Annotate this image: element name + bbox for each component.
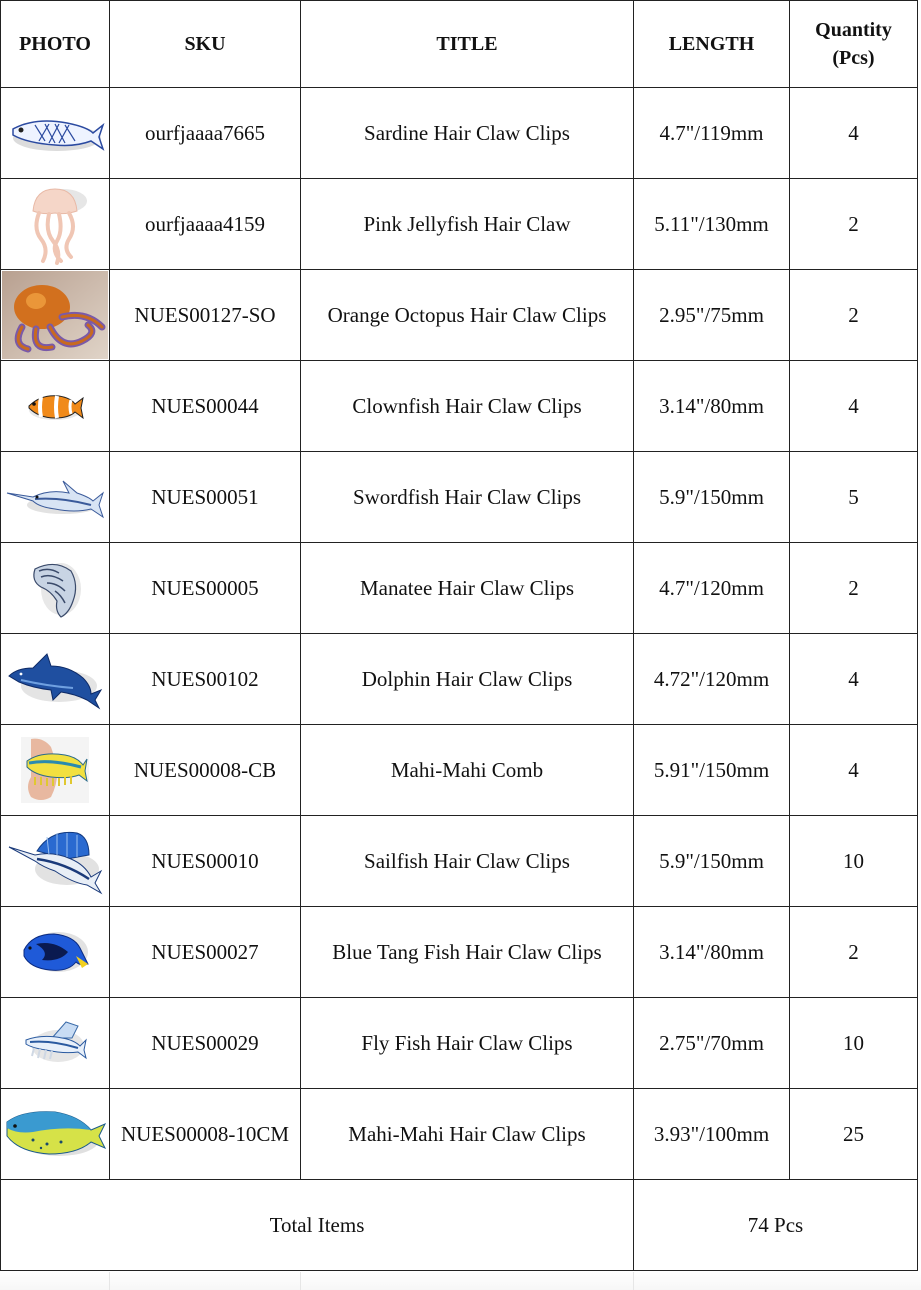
sku-cell: NUES00029 bbox=[110, 998, 301, 1089]
sku-cell: NUES00010 bbox=[110, 816, 301, 907]
title-cell: Mahi-Mahi Hair Claw Clips bbox=[301, 1089, 634, 1180]
quantity-cell: 4 bbox=[790, 361, 918, 452]
quantity-cell: 10 bbox=[790, 816, 918, 907]
photo-cell bbox=[1, 816, 110, 907]
length-cell: 5.9"/150mm bbox=[634, 816, 790, 907]
table-row bbox=[1, 179, 918, 270]
length-cell: 5.11"/130mm bbox=[634, 179, 790, 270]
bottom-divider bbox=[109, 1272, 110, 1290]
sku-cell: ourfjaaaa7665 bbox=[110, 88, 301, 179]
table-row bbox=[1, 1089, 918, 1180]
quantity-cell: 25 bbox=[790, 1089, 918, 1180]
title-cell: Fly Fish Hair Claw Clips bbox=[301, 998, 634, 1089]
sailfish-icon bbox=[7, 825, 103, 897]
quantity-cell: 4 bbox=[790, 725, 918, 816]
bottom-divider bbox=[633, 1272, 634, 1290]
table-row bbox=[1, 361, 918, 452]
photo-cell bbox=[1, 998, 110, 1089]
title-cell: Mahi-Mahi Comb bbox=[301, 725, 634, 816]
total-label: Total Items bbox=[1, 1180, 634, 1271]
table-row bbox=[1, 452, 918, 543]
sku-cell: NUES00051 bbox=[110, 452, 301, 543]
quantity-cell: 4 bbox=[790, 88, 918, 179]
title-cell: Swordfish Hair Claw Clips bbox=[301, 452, 634, 543]
title-cell: Blue Tang Fish Hair Claw Clips bbox=[301, 907, 634, 998]
sku-cell: NUES00005 bbox=[110, 543, 301, 634]
length-cell: 4.7"/119mm bbox=[634, 88, 790, 179]
jellyfish-icon bbox=[5, 183, 105, 265]
sku-cell: NUES00027 bbox=[110, 907, 301, 998]
quantity-cell: 2 bbox=[790, 543, 918, 634]
sku-cell: NUES00008-10CM bbox=[110, 1089, 301, 1180]
length-cell: 2.75"/70mm bbox=[634, 998, 790, 1089]
quantity-cell: 10 bbox=[790, 998, 918, 1089]
table-row bbox=[1, 270, 918, 361]
table-row bbox=[1, 816, 918, 907]
table-row bbox=[1, 998, 918, 1089]
sku-cell: NUES00008-CB bbox=[110, 725, 301, 816]
title-cell: Dolphin Hair Claw Clips bbox=[301, 634, 634, 725]
sku-cell: NUES00102 bbox=[110, 634, 301, 725]
photo-cell bbox=[1, 179, 110, 270]
header-photo: PHOTO bbox=[1, 1, 110, 88]
length-cell: 5.9"/150mm bbox=[634, 452, 790, 543]
title-cell: Clownfish Hair Claw Clips bbox=[301, 361, 634, 452]
length-cell: 4.72"/120mm bbox=[634, 634, 790, 725]
dolphin-icon bbox=[7, 646, 103, 712]
photo-cell bbox=[1, 1089, 110, 1180]
sardine-icon bbox=[5, 103, 105, 163]
swordfish-icon bbox=[5, 469, 105, 525]
quantity-cell: 2 bbox=[790, 179, 918, 270]
length-cell: 4.7"/120mm bbox=[634, 543, 790, 634]
header-quantity-line1: Quantity bbox=[815, 19, 892, 41]
header-length: LENGTH bbox=[634, 1, 790, 88]
title-cell: Sailfish Hair Claw Clips bbox=[301, 816, 634, 907]
title-cell: Sardine Hair Claw Clips bbox=[301, 88, 634, 179]
photo-cell bbox=[1, 452, 110, 543]
manatee-icon bbox=[25, 555, 85, 621]
bottom-strip bbox=[0, 1272, 921, 1290]
photo-cell bbox=[1, 725, 110, 816]
header-sku: SKU bbox=[110, 1, 301, 88]
mahi-comb-icon bbox=[21, 737, 89, 803]
table-row bbox=[1, 634, 918, 725]
length-cell: 3.93"/100mm bbox=[634, 1089, 790, 1180]
total-row bbox=[1, 1180, 918, 1271]
sku-cell: ourfjaaaa4159 bbox=[110, 179, 301, 270]
total-value: 74 Pcs bbox=[634, 1180, 918, 1271]
length-cell: 3.14"/80mm bbox=[634, 907, 790, 998]
table-row bbox=[1, 725, 918, 816]
header-title: TITLE bbox=[301, 1, 634, 88]
header-quantity bbox=[790, 1, 918, 88]
title-cell: Manatee Hair Claw Clips bbox=[301, 543, 634, 634]
photo-cell bbox=[1, 907, 110, 998]
fly-fish-icon bbox=[22, 1018, 88, 1068]
header-row bbox=[1, 1, 918, 88]
photo-cell bbox=[1, 270, 110, 361]
title-cell: Orange Octopus Hair Claw Clips bbox=[301, 270, 634, 361]
photo-cell bbox=[1, 88, 110, 179]
photo-cell bbox=[1, 361, 110, 452]
table-row bbox=[1, 907, 918, 998]
blue-tang-icon bbox=[20, 926, 90, 978]
title-cell: Pink Jellyfish Hair Claw bbox=[301, 179, 634, 270]
bottom-divider bbox=[300, 1272, 301, 1290]
sku-cell: NUES00044 bbox=[110, 361, 301, 452]
length-cell: 2.95"/75mm bbox=[634, 270, 790, 361]
quantity-cell: 5 bbox=[790, 452, 918, 543]
photo-cell bbox=[1, 634, 110, 725]
quantity-cell: 2 bbox=[790, 270, 918, 361]
length-cell: 3.14"/80mm bbox=[634, 361, 790, 452]
table-row bbox=[1, 88, 918, 179]
length-cell: 5.91"/150mm bbox=[634, 725, 790, 816]
quantity-cell: 4 bbox=[790, 634, 918, 725]
octopus-icon bbox=[2, 271, 108, 359]
table-row bbox=[1, 543, 918, 634]
quantity-cell: 2 bbox=[790, 907, 918, 998]
clownfish-icon bbox=[25, 386, 85, 426]
sku-cell: NUES00127-SO bbox=[110, 270, 301, 361]
header-quantity-line2: (Pcs) bbox=[832, 47, 875, 69]
mahi-mahi-icon bbox=[3, 1104, 107, 1164]
photo-cell bbox=[1, 543, 110, 634]
